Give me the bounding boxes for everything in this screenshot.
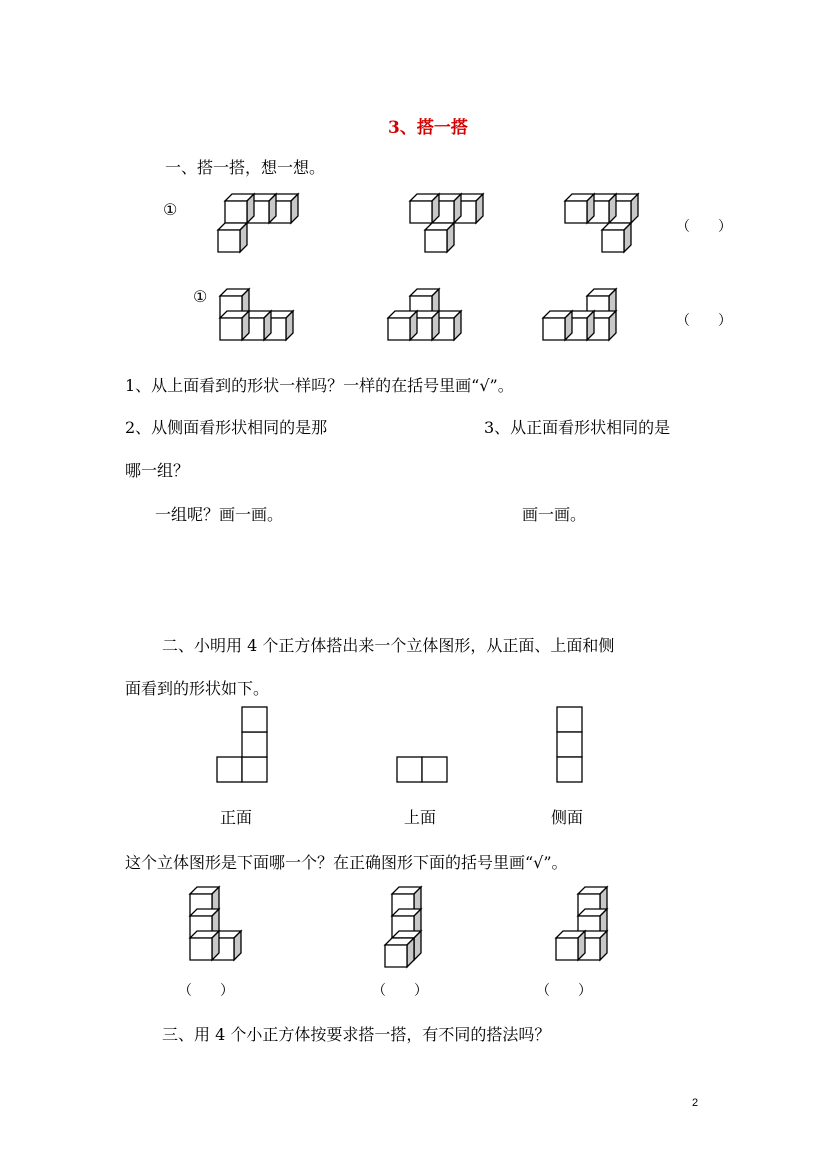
- row2-figure-c: [533, 285, 643, 350]
- row2-marker: ①: [193, 287, 208, 306]
- cube-face: [425, 230, 447, 252]
- cube-face: [220, 318, 242, 340]
- page-title: 3、搭一搭: [388, 118, 468, 138]
- question-3-line3: 画一画。: [522, 505, 587, 524]
- cube-face: [565, 201, 587, 223]
- section3-heading: 三、用 4 个小正方体按要求搭一搭，有不同的搭法吗？: [162, 1025, 551, 1044]
- row2-figure-a: [210, 285, 320, 350]
- row1-figure-a: [215, 195, 325, 255]
- cube-face: [190, 938, 212, 960]
- row1-figure-c: [555, 195, 665, 255]
- side-view-label: 侧面: [551, 808, 584, 827]
- question-2-line2: 一组呢？画一画。: [155, 505, 284, 524]
- answer-bracket-c[interactable]: （ ）: [536, 983, 592, 999]
- page-number: 2: [692, 1097, 699, 1109]
- cube-face: [388, 318, 410, 340]
- answer-figure-b: [382, 885, 442, 970]
- row2-figure-b: [378, 285, 488, 350]
- cube-face: [218, 230, 240, 252]
- answer-bracket-b[interactable]: （ ）: [372, 983, 428, 999]
- answer-bracket-a[interactable]: （ ）: [178, 983, 234, 999]
- question-3-line2: 哪一组？: [125, 461, 190, 480]
- front-view-label: 正面: [220, 808, 253, 827]
- cube-face: [410, 201, 432, 223]
- section2-heading-line2: 面看到的形状如下。: [125, 679, 270, 698]
- top-view: [395, 755, 455, 785]
- answer-figure-c: [546, 885, 616, 970]
- answer-figure-a: [180, 885, 250, 970]
- cube-face: [602, 230, 624, 252]
- side-view: [555, 705, 587, 785]
- row1-marker: ①: [163, 200, 178, 219]
- section2-heading-line1: 二、小明用 4 个正方体搭出来一个立体图形，从正面、上面和侧: [162, 636, 615, 655]
- cube-face: [225, 201, 247, 223]
- section1-heading: 一、搭一搭，想一想。: [165, 158, 326, 177]
- row1-figure-b: [400, 195, 510, 255]
- cube-face: [556, 938, 578, 960]
- question-1: 1、从上面看到的形状一样吗？一样的在括号里画“√”。: [125, 376, 514, 395]
- row1-answer-bracket[interactable]: （ ）: [676, 219, 732, 235]
- section2-question: 这个立体图形是下面哪一个？在正确图形下面的括号里画“√”。: [125, 853, 568, 872]
- top-view-label: 上面: [404, 808, 437, 827]
- front-view: [215, 705, 275, 785]
- question-2-line1: 2、从侧面看形状相同的是那: [125, 418, 328, 437]
- cube-face: [543, 318, 565, 340]
- row2-answer-bracket[interactable]: （ ）: [676, 313, 732, 329]
- cube-face: [385, 945, 407, 967]
- question-3-line1: 3、从正面看形状相同的是: [484, 418, 671, 437]
